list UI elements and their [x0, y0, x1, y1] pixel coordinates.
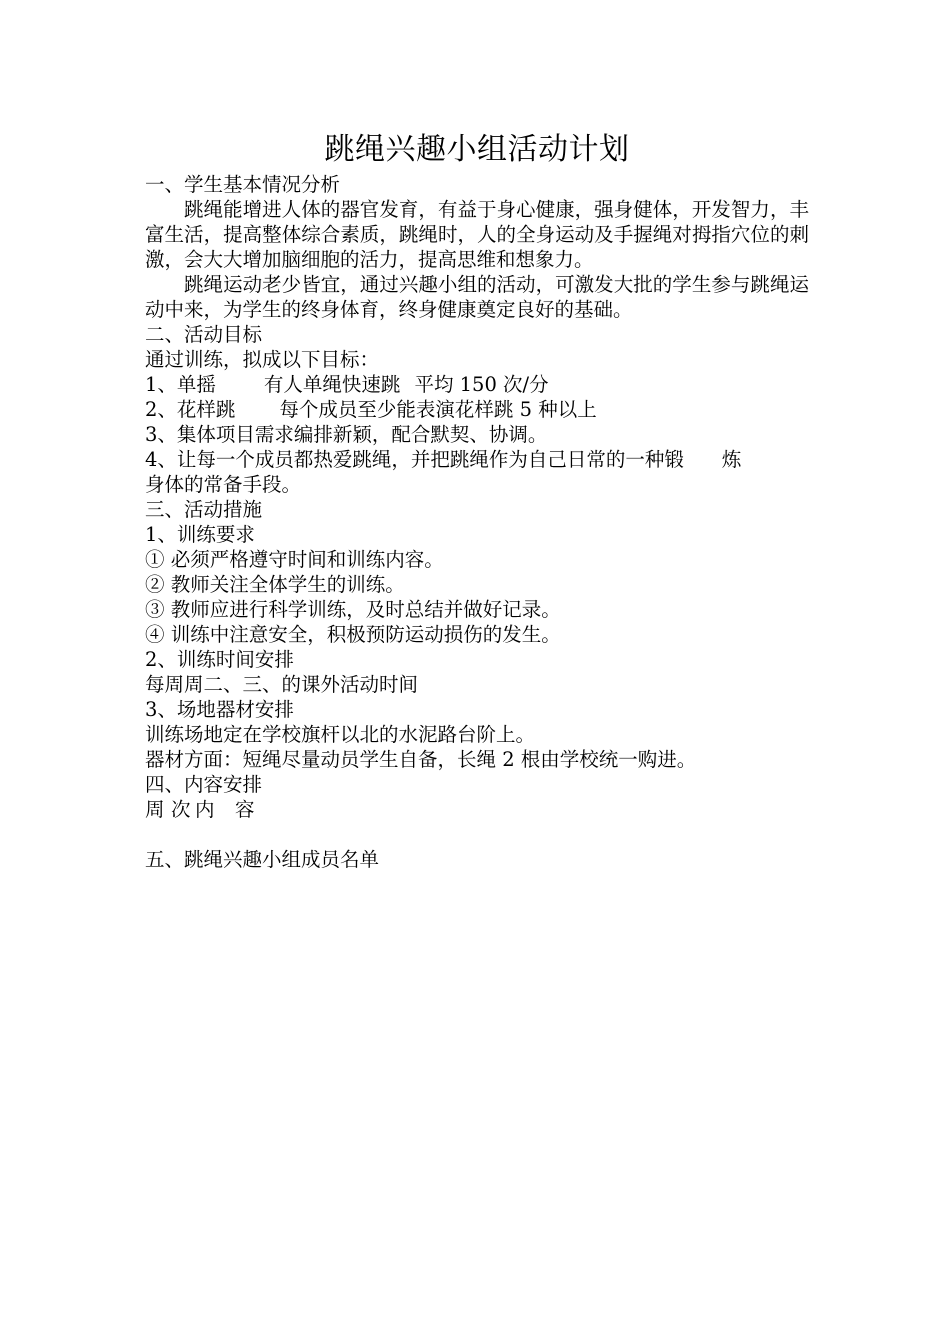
paragraph-benefits: 跳绳能增进人体的器官发育，有益于身心健康，强身健体，开发智力，丰富生活，提高整体综合素质，跳绳时，人的全身运动及手握绳对拇指穴位的刺激，会大大增加脑细胞的活力，提高思维和想象力。	[145, 198, 809, 271]
subsection-heading-requirements: 1、训练要求	[145, 523, 255, 546]
goal-item-text: 4、让每一个成员都热爱跳绳，并把跳绳作为自己日常的一种锻	[145, 448, 684, 471]
table-header-cell: 内	[195, 798, 215, 821]
goal-item-fancy-jump	[145, 397, 809, 422]
goal-item-love-rope-cont: 身体的常备手段。	[145, 473, 302, 496]
venue-text: 训练场地定在学校旗杆以北的水泥路台阶上。	[145, 723, 536, 746]
requirement-item: ④ 训练中注意安全，积极预防运动损伤的发生。	[145, 623, 561, 646]
goal-item-single-swing	[145, 372, 809, 397]
subsection-heading-venue: 3、场地器材安排	[145, 698, 294, 721]
goal-item-target: 平均 150 次/分	[414, 373, 549, 396]
requirement-item: ② 教师关注全体学生的训练。	[145, 573, 405, 596]
goal-item-label: 1、单摇	[145, 373, 216, 396]
table-header-cell: 容	[235, 798, 255, 821]
requirement-item: ① 必须严格遵守时间和训练内容。	[145, 548, 444, 571]
goal-item-love-rope	[145, 447, 809, 472]
goals-intro: 通过训练，拟成以下目标：	[145, 348, 380, 371]
section-heading-analysis: 一、学生基本情况分析	[145, 173, 341, 196]
document-title: 跳绳兴趣小组活动计划	[324, 132, 630, 167]
section-heading-measures: 三、活动措施	[145, 498, 263, 521]
requirement-item: ③ 教师应进行科学训练，及时总结并做好记录。	[145, 598, 561, 621]
subsection-heading-schedule: 2、训练时间安排	[145, 648, 294, 671]
section-heading-members: 五、跳绳兴趣小组成员名单	[145, 848, 380, 871]
goal-item-label: 2、花样跳	[145, 398, 236, 421]
section-heading-content: 四、内容安排	[145, 773, 263, 796]
goal-item-desc: 有人单绳快速跳	[263, 373, 401, 396]
section-heading-goals: 二、活动目标	[145, 323, 263, 346]
table-header-cell: 周	[145, 798, 165, 821]
schedule-text: 每周周二、三、的课外活动时间	[145, 673, 419, 696]
goal-item-text-end: 炼	[721, 448, 742, 471]
goal-item-group: 3、集体项目需求编排新颖，配合默契、协调。	[145, 423, 548, 446]
equipment-text: 器材方面：短绳尽量动员学生自备，长绳 2 根由学校统一购进。	[145, 748, 697, 771]
document-body	[145, 128, 809, 872]
blank-line	[145, 822, 809, 847]
content-table-header	[145, 797, 809, 822]
paragraph-participation: 跳绳运动老少皆宜，通过兴趣小组的活动，可激发大批的学生参与跳绳运动中来，为学生的终身体育，终身健康奠定良好的基础。	[145, 273, 809, 321]
goal-item-desc: 每个成员至少能表演花样跳 5 种以上	[279, 398, 597, 421]
table-header-cell: 次	[171, 798, 191, 821]
